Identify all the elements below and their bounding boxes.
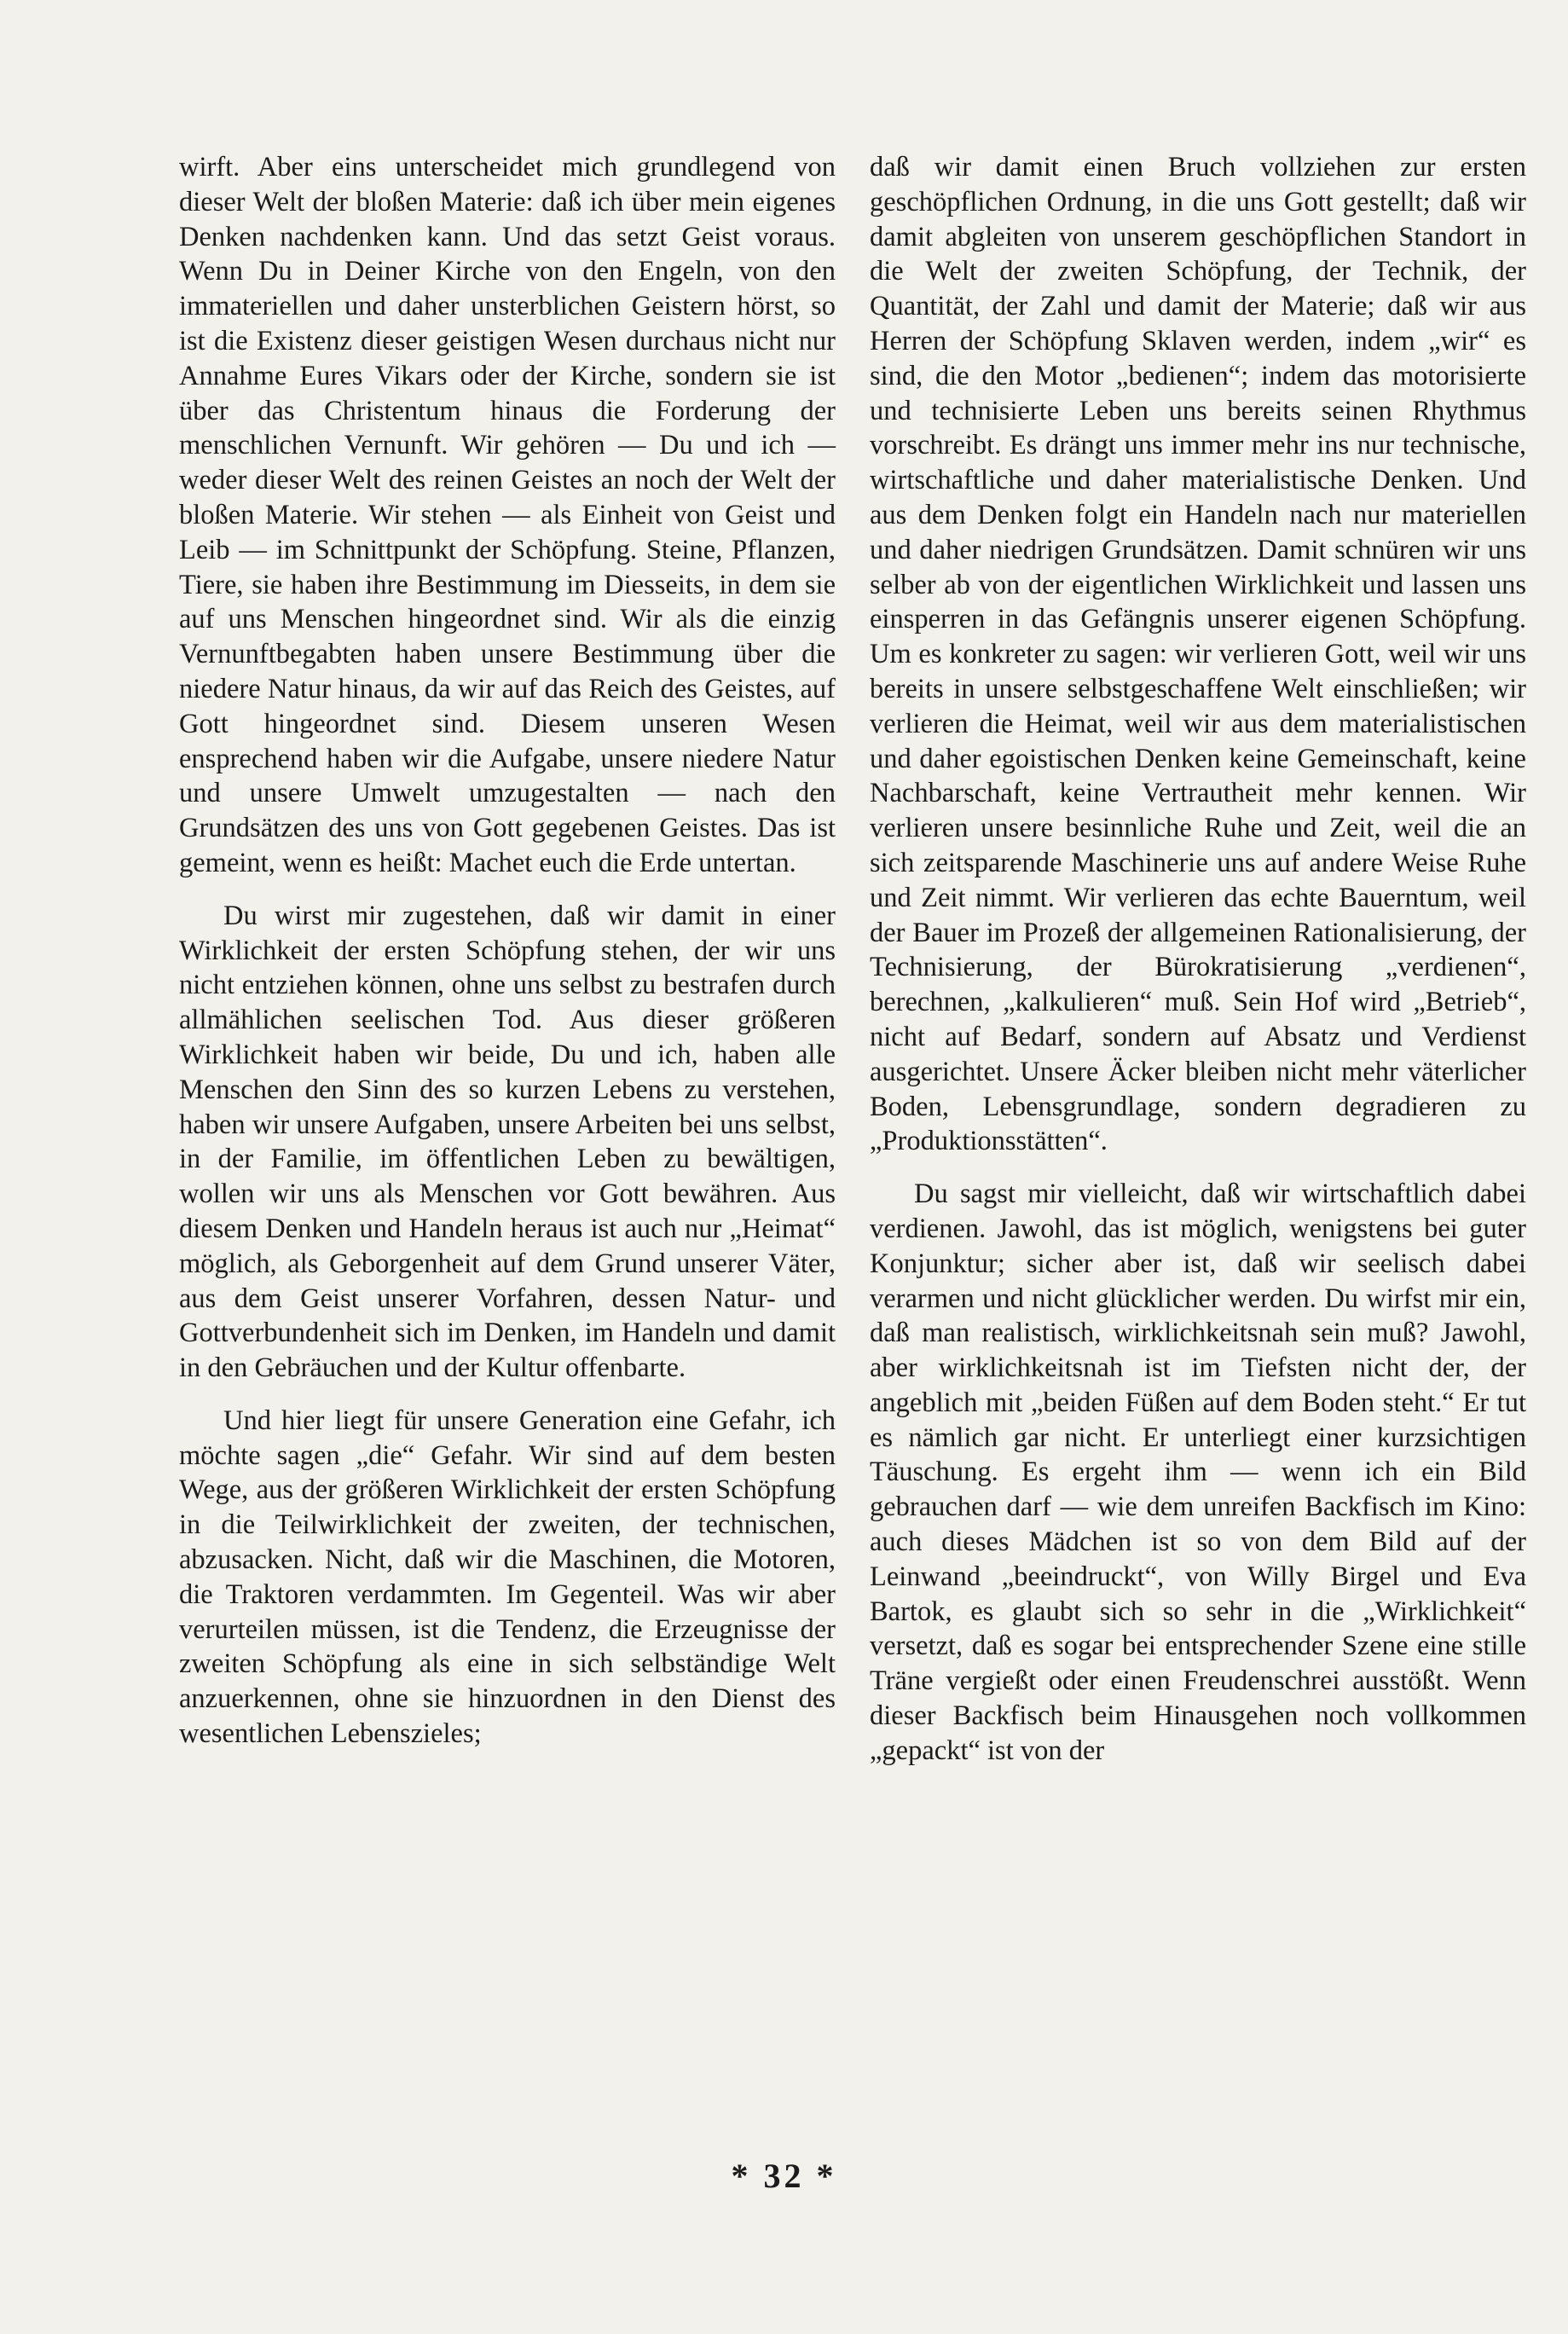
- paragraph-right-1: daß wir damit einen Bruch vollziehen zur ersten geschöpflichen Ordnung, in die uns Gott gestellt; daß wir damit abgleiten von unserem geschöpflichen Standort in die Welt der zweiten Schöpfung, der Technik, der Quantität, der Zahl und damit der Materie; daß wir aus Herren der Schöpfung Sklaven werden, indem „wir“ es sind, die den Motor „bedienen“; indem das motorisierte und technisierte Leben uns bereits seinen Rhythmus vorschreibt. Es drängt uns immer mehr ins nur technische, wirtschaftliche und daher materialistische Denken. Und aus dem Denken folgt ein Handeln nach nur materiellen und daher niedrigen Grundsätzen. Damit schnüren wir uns selber ab von der eigentlichen Wirklichkeit und lassen uns einsperren in das Gefängnis unserer eigenen Schöpfung. Um es konkreter zu sagen: wir verlieren Gott, weil wir uns bereits in unsere selbstgeschaffene Welt einschließen; wir verlieren die Heimat, weil wir aus dem materialistischen und daher egoistischen Denken keine Gemeinschaft, keine Nachbarschaft, keine Vertrautheit mehr kennen. Wir verlieren unsere besinnliche Ruhe und Zeit, weil die an sich zeitsparende Maschinerie uns auf andere Weise Ruhe und Zeit nimmt. Wir verlieren das echte Bauerntum, weil der Bauer im Prozeß der allgemeinen Rationalisierung, der Technisierung, der Bürokratisierung „verdienen“, berechnen, „kalkulieren“ muß. Sein Hof wird „Betrieb“, nicht auf Bedarf, sondern auf Absatz und Verdienst ausgerichtet. Unsere Äcker bleiben nicht mehr väterlicher Boden, Lebensgrundlage, sondern degradieren zu „Produktionsstätten“.: [870, 152, 1526, 1157]
- text-column-left: [179, 150, 836, 1752]
- paragraph-left-1: wirft. Aber eins unterscheidet mich grundlegend von dieser Welt der bloßen Materie: daß ich über mein eigenes Denken nachdenken kann. Und das setzt Geist voraus. Wenn Du in Deiner Kirche von den Engeln, von den immateriellen und daher unsterblichen Geistern hörst, so ist die Existenz dieser geistigen Wesen durchaus nicht nur Annahme Eures Vikars oder der Kirche, sondern sie ist über das Christentum hinaus die Forderung der menschlichen Vernunft. Wir gehören — Du und ich — weder dieser Welt des reinen Geistes an noch der Welt der bloßen Materie. Wir stehen — als Einheit von Geist und Leib — im Schnittpunkt der Schöpfung. Steine, Pflanzen, Tiere, sie haben ihre Bestimmung im Diesseits, in dem sie auf uns Menschen hingeordnet sind. Wir als die einzig Vernunftbegabten haben unsere Bestimmung über die niedere Natur hinaus, da wir auf das Reich des Geistes, auf Gott hingeordnet sind. Diesem unseren Wesen ensprechend haben wir die Aufgabe, unsere niedere Natur und unsere Umwelt umzugestalten — nach den Grundsätzen des uns von Gott gegebenen Geistes. Das ist gemeint, wenn es heißt: Machet euch die Erde untertan.: [179, 152, 836, 878]
- paragraph-right-2: Du sagst mir vielleicht, daß wir wirtschaftlich dabei verdienen. Jawohl, das ist möglich, wenigstens bei guter Konjunktur; sicher aber ist, daß wir seelisch dabei verarmen und nicht glücklicher werden. Du wirfst mir ein, daß man realistisch, wirklichkeitsnah sein muß? Jawohl, aber wirklichkeitsnah ist im Tiefsten nicht der, der angeblich mit „beiden Füßen auf dem Boden steht.“ Er tut es nämlich gar nicht. Er unterliegt einer kurzsichtigen Täuschung. Es ergeht ihm — wenn ich ein Bild gebrauchen darf — wie dem unreifen Backfisch im Kino: auch dieses Mädchen ist so von dem Bild auf der Leinwand „beeindruckt“, von Willy Birgel und Eva Bartok, es glaubt sich so sehr in die „Wirklichkeit“ versetzt, daß es sogar bei entsprechender Szene eine stille Träne vergießt oder einen Freudenschrei ausstößt. Wenn dieser Backfisch beim Hinausgehen noch vollkommen „gepackt“ ist von der: [870, 1179, 1526, 1766]
- paragraph-left-3: Und hier liegt für unsere Generation eine Gefahr, ich möchte sagen „die“ Gefahr. Wir sind auf dem besten Wege, aus der größeren Wirklichkeit der ersten Schöpfung in die Teilwirklichkeit der zweiten, der technischen, abzusacken. Nicht, daß wir die Maschinen, die Motoren, die Traktoren verdammten. Im Gegenteil. Was wir aber verurteilen müssen, ist die Tendenz, die Erzeugnisse der zweiten Schöpfung als eine in sich selbständige Welt anzuerkennen, ohne sie hinzuordnen in den Dienst des wesentlichen Lebenszieles;: [179, 1404, 836, 1750]
- text-column-right: [870, 150, 1526, 1769]
- paragraph-left-2: Du wirst mir zugestehen, daß wir damit in einer Wirklichkeit der ersten Schöpfung stehen, der wir uns nicht entziehen können, ohne uns selbst zu bestrafen durch allmählichen seelischen Tod. Aus dieser größeren Wirklichkeit haben wir beide, Du und ich, haben alle Menschen den Sinn des so kurzen Lebens zu verstehen, haben wir unsere Aufgaben, unsere Arbeiten bei uns selbst, in der Familie, im öffentlichen Leben zu bewältigen, wollen wir uns als Menschen vor Gott bewähren. Aus diesem Denken und Handeln heraus ist auch nur „Heimat“ möglich, als Geborgenheit auf dem Grund unserer Väter, aus dem Geist unserer Vorfahren, dessen Natur- und Gottverbundenheit sich im Denken, im Handeln und damit in den Gebräuchen und der Kultur offenbarte.: [179, 900, 836, 1384]
- page-number: * 32 *: [731, 2157, 837, 2195]
